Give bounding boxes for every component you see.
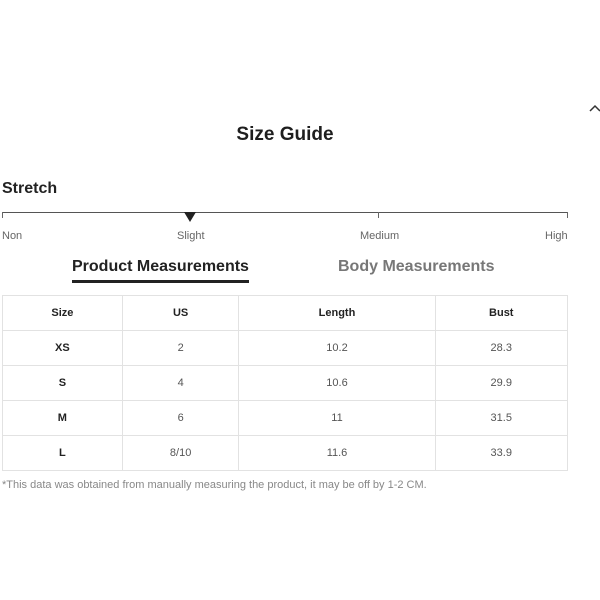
cell-us: 4 <box>122 366 239 401</box>
cell-bust: 31.5 <box>435 401 567 436</box>
cell-us: 2 <box>122 331 239 366</box>
table-row <box>3 436 568 471</box>
tab-product-label: Product Measurements <box>72 258 249 275</box>
cell-size: S <box>3 366 123 401</box>
cell-us: 6 <box>122 401 239 436</box>
cell-length: 11 <box>239 401 435 436</box>
cell-length: 10.6 <box>239 366 435 401</box>
header-size: Size <box>3 296 123 331</box>
cell-bust: 28.3 <box>435 331 567 366</box>
tab-product-measurements[interactable] <box>72 258 249 276</box>
cell-bust: 33.9 <box>435 436 567 471</box>
cell-size: XS <box>3 331 123 366</box>
header-length: Length <box>239 296 435 331</box>
chevron-up-icon[interactable] <box>588 102 600 114</box>
stretch-label: Stretch <box>2 180 58 197</box>
table-row <box>3 331 568 366</box>
measurement-note: *This data was obtained from manually measuring the product, it may be off by 1-2 CM. <box>2 479 427 491</box>
cell-length: 11.6 <box>239 436 435 471</box>
cell-bust: 29.9 <box>435 366 567 401</box>
tab-active-underline <box>72 280 249 283</box>
cell-length: 10.2 <box>239 331 435 366</box>
triangle-down-icon <box>184 212 196 222</box>
table-header-row <box>3 296 568 331</box>
stretch-level-medium: Medium <box>360 230 400 242</box>
stretch-tick-medium <box>378 212 379 218</box>
stretch-level-slight: Slight <box>177 230 205 242</box>
stretch-scale-line <box>2 212 568 213</box>
tab-body-label: Body Measurements <box>338 258 495 275</box>
header-us: US <box>122 296 239 331</box>
page-title: Size Guide <box>236 124 334 145</box>
table-row <box>3 401 568 436</box>
tab-body-measurements[interactable] <box>338 258 495 276</box>
stretch-scale <box>2 205 568 245</box>
size-table <box>2 295 568 471</box>
stretch-level-non: Non <box>2 230 23 242</box>
stretch-tick-non <box>2 212 3 218</box>
table-row <box>3 366 568 401</box>
stretch-tick-high <box>567 212 568 218</box>
cell-size: M <box>3 401 123 436</box>
stretch-level-high: High <box>545 230 568 242</box>
cell-size: L <box>3 436 123 471</box>
cell-us: 8/10 <box>122 436 239 471</box>
header-bust: Bust <box>435 296 567 331</box>
